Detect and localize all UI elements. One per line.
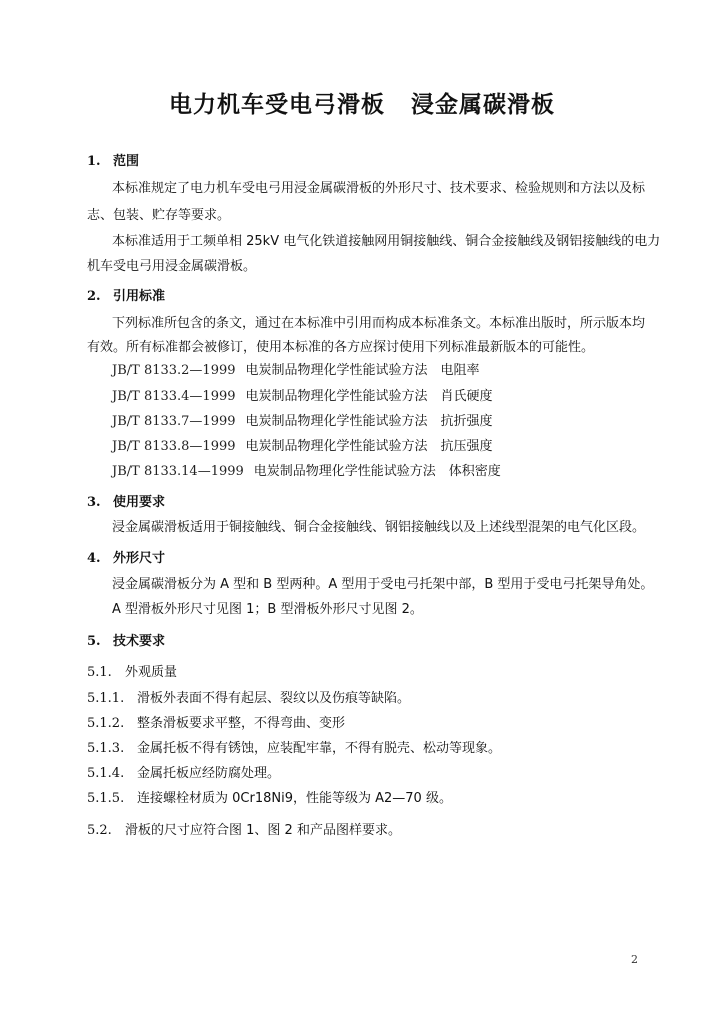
- clause-item: 5.1.5. 连接螺栓材质为 0Cr18Ni9，性能等级为 A2—70 级。: [87, 791, 452, 806]
- document-title: [0, 86, 724, 119]
- section-1-paragraph-2b: 机车受电弓用浸金属碳滑板。: [87, 259, 257, 274]
- clause-item: 5.1.4. 金属托板应经防腐处理。: [87, 766, 281, 781]
- section-1-paragraph-2a: 本标准适用于工频单相 25kV 电气化铁道接触网用铜接触线、铜合金接触线及钢铝接触线的电力: [112, 234, 661, 249]
- title-sub: 浸金属碳滑板: [411, 92, 555, 118]
- clause-item: 5.1. 外观质量: [87, 665, 178, 680]
- section-4-paragraph-2: A 型滑板外形尺寸见图 1；B 型滑板外形尺寸见图 2。: [112, 602, 423, 617]
- section-5-heading: 5. 技术要求: [87, 634, 166, 649]
- section-3-heading: 3. 使用要求: [87, 495, 166, 510]
- section-1-heading: 1. 范围: [87, 154, 140, 169]
- section-4-paragraph-1: 浸金属碳滑板分为 A 型和 B 型两种。A 型用于受电弓托架中部，B 型用于受电弓托架导角处。: [112, 577, 654, 592]
- title-main: 电力机车受电弓滑板: [169, 92, 385, 118]
- reference-item: JB/T 8133.14—1999 电炭制品物理化学性能试验方法 体积密度: [112, 464, 501, 479]
- reference-item: JB/T 8133.7—1999 电炭制品物理化学性能试验方法 抗折强度: [112, 414, 493, 429]
- clause-item: 5.1.1. 滑板外表面不得有起层、裂纹以及伤痕等缺陷。: [87, 691, 411, 706]
- section-1-paragraph-1b: 志、包装、贮存等要求。: [87, 208, 231, 223]
- section-2-paragraph-1b: 有效。所有标准都会被修订，使用本标准的各方应探讨使用下列标准最新版本的可能性。: [87, 340, 595, 355]
- clause-item: 5.1.2. 整条滑板要求平整，不得弯曲、变形: [87, 716, 346, 731]
- section-2-heading: 2. 引用标准: [87, 289, 166, 304]
- clause-item: 5.2. 滑板的尺寸应符合图 1、图 2 和产品图样要求。: [87, 823, 401, 838]
- section-4-heading: 4. 外形尺寸: [87, 551, 166, 566]
- section-1-paragraph-1a: 本标准规定了电力机车受电弓用浸金属碳滑板的外形尺寸、技术要求、检验规则和方法以及标: [112, 181, 646, 196]
- reference-item: JB/T 8133.2—1999 电炭制品物理化学性能试验方法 电阻率: [112, 363, 480, 378]
- reference-item: JB/T 8133.4—1999 电炭制品物理化学性能试验方法 肖氏硬度: [112, 389, 493, 404]
- section-3-paragraph: 浸金属碳滑板适用于铜接触线、铜合金接触线、钢铝接触线以及上述线型混架的电气化区段。: [112, 520, 646, 535]
- reference-item: JB/T 8133.8—1999 电炭制品物理化学性能试验方法 抗压强度: [112, 439, 493, 454]
- page-number: 2: [631, 953, 638, 966]
- clause-item: 5.1.3. 金属托板不得有锈蚀，应装配牢靠，不得有脱壳、松动等现象。: [87, 741, 502, 756]
- section-2-paragraph-1a: 下列标准所包含的条文，通过在本标准中引用而构成本标准条文。本标准出版时，所示版本均: [112, 316, 646, 331]
